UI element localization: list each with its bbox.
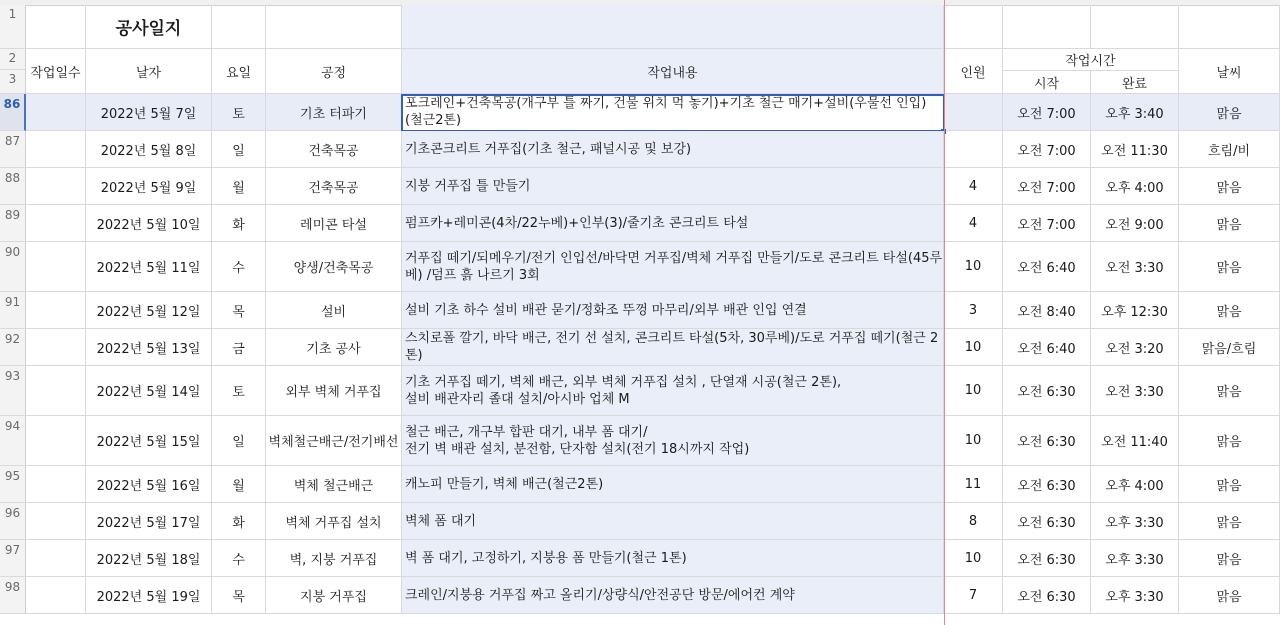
cell-text: 2022년 5월 16일 <box>96 478 201 494</box>
cell-start[interactable] <box>1003 292 1091 329</box>
header-row1-cell[interactable] <box>1091 5 1179 49</box>
cell-end[interactable] <box>1091 94 1179 131</box>
row-header[interactable]: 2 <box>0 49 26 70</box>
row-header[interactable]: 93 <box>0 366 26 416</box>
row-header[interactable]: 3 <box>0 70 26 94</box>
row-header[interactable]: 94 <box>0 416 26 466</box>
cell-end[interactable] <box>1091 366 1179 416</box>
cell-weekday[interactable] <box>212 503 266 540</box>
cell-weather[interactable] <box>1179 503 1280 540</box>
cell-text: 2022년 5월 17일 <box>96 515 201 531</box>
cell-date[interactable] <box>86 242 212 292</box>
cell-text: 2022년 5월 15일 <box>96 435 201 450</box>
cell-process[interactable] <box>266 366 402 416</box>
cell-text: 벽체 거푸집 설치 <box>285 515 382 531</box>
cell-text: 크레인/지붕용 거푸집 짜고 올리기/상량식/안전공단 방문/에어컨 계약 <box>405 587 795 603</box>
cell-text: 오전 3:20 <box>1105 341 1164 357</box>
cell-end[interactable] <box>1091 466 1179 503</box>
cell-process[interactable] <box>266 292 402 329</box>
cell-text: 기초 공사 <box>306 341 361 357</box>
cell-start[interactable] <box>1003 242 1091 292</box>
row-header[interactable]: 97 <box>0 540 26 577</box>
cell-end[interactable] <box>1091 416 1179 466</box>
cell-weekday[interactable] <box>212 168 266 205</box>
cell-text: 맑음 <box>1216 217 1242 233</box>
row-header[interactable]: 95 <box>0 466 26 503</box>
header-row1-cell[interactable] <box>944 5 1003 49</box>
cell-day[interactable] <box>26 242 86 292</box>
cell-workers[interactable] <box>944 205 1003 242</box>
cell-text: 맑음 <box>1216 180 1242 196</box>
row-header[interactable]: 91 <box>0 292 26 329</box>
cell-text: 오전 11:40 <box>1101 435 1168 450</box>
cell-text: 오전 6:30 <box>1017 552 1076 568</box>
cell-process[interactable] <box>266 416 402 466</box>
cell-text: 지붕 거푸집 틀 만들기 <box>405 178 531 194</box>
cell-weather[interactable] <box>1179 168 1280 205</box>
cell-text: 기초콘크리트 거푸집(기초 철근, 패널시공 및 보강) <box>405 141 692 157</box>
cell-text: 건축목공 <box>308 180 359 196</box>
cell-start[interactable] <box>1003 94 1091 131</box>
cell-text: 11 <box>964 476 982 492</box>
cell-process[interactable] <box>266 503 402 540</box>
cell-workers[interactable] <box>944 466 1003 503</box>
cell-text: 흐림/비 <box>1207 143 1251 159</box>
cell-text: 오전 7:00 <box>1017 217 1076 233</box>
cell-workers[interactable] <box>944 416 1003 466</box>
cell-weekday[interactable] <box>212 416 266 466</box>
cell-text: 맑음 <box>1216 552 1242 568</box>
cell-date[interactable] <box>86 416 212 466</box>
cell-text: 화 <box>232 217 245 233</box>
cell-start[interactable] <box>1003 168 1091 205</box>
cell-date[interactable] <box>86 540 212 577</box>
cell-text: 2022년 5월 18일 <box>96 552 201 568</box>
cell-process[interactable] <box>266 205 402 242</box>
sheet-title[interactable]: 공사일지 <box>86 5 212 49</box>
cell-workers[interactable] <box>944 329 1003 366</box>
cell-workers[interactable] <box>944 168 1003 205</box>
active-cell-cursor[interactable] <box>401 94 945 132</box>
cell-text: 2022년 5월 11일 <box>96 261 201 276</box>
cell-content[interactable] <box>402 292 944 329</box>
cell-text: 목 <box>232 304 245 320</box>
cell-text: 맑음/흐림 <box>1201 341 1257 357</box>
row-header[interactable]: 86 <box>0 94 26 131</box>
row-header[interactable]: 92 <box>0 329 26 366</box>
cell-weather[interactable] <box>1179 466 1280 503</box>
cell-workers[interactable] <box>944 366 1003 416</box>
header-row1-cell[interactable] <box>402 5 944 49</box>
cell-weekday[interactable] <box>212 94 266 131</box>
cell-text: 오후 12:30 <box>1101 304 1168 320</box>
cell-text: 오전 6:30 <box>1017 435 1076 450</box>
header-row1-cell[interactable] <box>266 5 402 49</box>
cell-day[interactable] <box>26 205 86 242</box>
cell-start[interactable] <box>1003 577 1091 614</box>
cell-text: 오전 9:00 <box>1105 217 1164 233</box>
cell-weather[interactable] <box>1179 131 1280 168</box>
header-row1-cell[interactable] <box>26 5 86 49</box>
cell-text: 캐노피 만들기, 벽체 배근(철근2톤) <box>405 476 604 492</box>
cell-date[interactable] <box>86 168 212 205</box>
cell-text: 2022년 5월 14일 <box>96 385 201 400</box>
row-header[interactable]: 89 <box>0 205 26 242</box>
cell-start[interactable] <box>1003 131 1091 168</box>
cell-text: 10 <box>964 339 982 355</box>
cell-weekday[interactable] <box>212 577 266 614</box>
cell-text: 오후 3:30 <box>1105 515 1164 531</box>
cell-day[interactable] <box>26 329 86 366</box>
cell-end[interactable] <box>1091 205 1179 242</box>
row-header[interactable]: 1 <box>0 5 26 49</box>
cell-text: 2022년 5월 9일 <box>100 180 197 196</box>
cell-text: 맑음 <box>1216 385 1242 400</box>
cell-text: 맑음 <box>1216 589 1242 605</box>
cell-weekday[interactable] <box>212 205 266 242</box>
cell-text: 벽체 폼 대기 <box>405 513 477 529</box>
cell-text: 맑음 <box>1216 304 1242 320</box>
cell-text: 오전 6:30 <box>1017 589 1076 605</box>
cell-content[interactable] <box>402 131 944 168</box>
cell-end[interactable] <box>1091 577 1179 614</box>
header-row1-cell[interactable] <box>212 5 266 49</box>
cell-weather[interactable] <box>1179 577 1280 614</box>
cell-text: 오전 11:30 <box>1101 143 1168 159</box>
cell-content[interactable] <box>402 205 944 242</box>
cell-text: 레미콘 타설 <box>300 217 367 233</box>
cell-content[interactable] <box>402 242 944 292</box>
cell-text: 2022년 5월 7일 <box>100 106 197 122</box>
cell-text: 목 <box>232 589 245 605</box>
cell-day[interactable] <box>26 168 86 205</box>
cell-content[interactable] <box>402 466 944 503</box>
column-header-work-time[interactable]: 작업시간 <box>1003 49 1179 71</box>
cell-text: 지붕 거푸집 <box>300 589 367 605</box>
column-header-day[interactable]: 작업일수 <box>26 49 86 94</box>
cell-date[interactable] <box>86 503 212 540</box>
cell-day[interactable] <box>26 131 86 168</box>
cell-text: 양생/건축목공 <box>293 261 374 276</box>
cell-day[interactable] <box>26 466 86 503</box>
cell-text: 8 <box>968 513 978 529</box>
cell-day[interactable] <box>26 577 86 614</box>
cell-process[interactable] <box>266 94 402 131</box>
row-header[interactable]: 87 <box>0 131 26 168</box>
cell-weekday[interactable] <box>212 242 266 292</box>
column-header-weekday[interactable]: 요일 <box>212 49 266 94</box>
cell-text: 오전 6:30 <box>1017 515 1076 531</box>
row-header[interactable]: 88 <box>0 168 26 205</box>
cell-workers[interactable] <box>944 292 1003 329</box>
cell-text: 맑음 <box>1216 478 1242 494</box>
cell-start[interactable] <box>1003 205 1091 242</box>
cell-text: 금 <box>232 341 245 357</box>
column-header-date[interactable]: 날자 <box>86 49 212 94</box>
cell-start[interactable] <box>1003 329 1091 366</box>
cell-process[interactable] <box>266 329 402 366</box>
cell-weather[interactable] <box>1179 366 1280 416</box>
cell-weekday[interactable] <box>212 131 266 168</box>
cell-content[interactable] <box>402 577 944 614</box>
cell-text: 4 <box>968 178 978 194</box>
row-header[interactable]: 96 <box>0 503 26 540</box>
cell-weather[interactable] <box>1179 416 1280 466</box>
cell-text: 오후 3:40 <box>1105 106 1164 122</box>
cell-weather[interactable] <box>1179 242 1280 292</box>
cell-workers[interactable] <box>944 540 1003 577</box>
cell-text: 기초 거푸집 떼기, 벽체 배근, 외부 벽체 거푸집 설치 , 단열재 시공(철근 2톤), 설비 배관자리 졸대 설치/아시바 업체 M <box>405 374 842 407</box>
cell-weekday[interactable] <box>212 540 266 577</box>
page-break-line <box>944 0 945 625</box>
cell-text: 2022년 5월 8일 <box>100 143 197 159</box>
cell-end[interactable] <box>1091 292 1179 329</box>
cell-text: 월 <box>232 478 245 494</box>
cell-text: 벽체철근배근/전기배선 <box>268 435 399 450</box>
cell-date[interactable] <box>86 94 212 131</box>
cell-text: 맑음 <box>1216 435 1242 450</box>
cell-content[interactable] <box>402 540 944 577</box>
cell-text: 10 <box>964 259 982 274</box>
cell-end[interactable] <box>1091 242 1179 292</box>
cell-text: 설비 기초 하수 설비 배관 묻기/정화조 뚜껑 마무리/외부 배관 인입 연결 <box>405 302 807 318</box>
cell-start[interactable] <box>1003 416 1091 466</box>
cell-process[interactable] <box>266 131 402 168</box>
cell-date[interactable] <box>86 366 212 416</box>
cell-text: 2022년 5월 13일 <box>96 341 201 357</box>
cell-content[interactable] <box>402 503 944 540</box>
cell-text: 벽, 지붕 거푸집 <box>289 552 378 568</box>
cell-workers[interactable] <box>944 242 1003 292</box>
cell-start[interactable] <box>1003 503 1091 540</box>
cell-text: 오전 3:30 <box>1105 261 1164 276</box>
cell-day[interactable] <box>26 292 86 329</box>
header-row1-cell[interactable] <box>1003 5 1091 49</box>
cell-workers[interactable] <box>944 577 1003 614</box>
cell-text: 월 <box>232 180 245 196</box>
cell-content[interactable] <box>402 168 944 205</box>
column-header-process[interactable]: 공정 <box>266 49 402 94</box>
cell-day[interactable] <box>26 540 86 577</box>
cell-text: 철근 배근, 개구부 합판 대기, 내부 폼 대기/ 전기 벽 배관 설치, 분전함, 단자함 설치(전기 18시까지 작업) <box>405 424 750 457</box>
cell-end[interactable] <box>1091 329 1179 366</box>
cell-weather[interactable] <box>1179 94 1280 131</box>
cell-text: 화 <box>232 515 245 531</box>
cell-weather[interactable] <box>1179 205 1280 242</box>
cell-workers[interactable] <box>944 503 1003 540</box>
cell-text: 3 <box>968 302 978 318</box>
cell-text: 4 <box>968 215 978 231</box>
cell-text: 설비 <box>320 304 347 320</box>
cell-text: 오후 3:30 <box>1105 552 1164 568</box>
cell-text: 오전 3:30 <box>1105 385 1164 400</box>
cell-date[interactable] <box>86 466 212 503</box>
cell-process[interactable] <box>266 466 402 503</box>
cell-end[interactable] <box>1091 168 1179 205</box>
cell-text: 거푸집 떼기/되메우기/전기 인입선/바닥면 거푸집/벽체 거푸집 만들기/도로 콘크리트 타설(45루베) /덤프 흙 나르기 3회 <box>405 250 943 283</box>
cell-day[interactable] <box>26 503 86 540</box>
cell-start[interactable] <box>1003 466 1091 503</box>
cell-text: 토 <box>232 385 245 400</box>
column-header-end[interactable]: 완료 <box>1091 71 1179 94</box>
cell-start[interactable] <box>1003 540 1091 577</box>
cell-text: 오후 3:30 <box>1105 589 1164 605</box>
cell-text: 오전 6:40 <box>1017 341 1076 357</box>
cell-text: 2022년 5월 19일 <box>96 589 201 605</box>
cell-workers[interactable] <box>944 94 1003 131</box>
cell-date[interactable] <box>86 329 212 366</box>
cell-text: 오전 6:40 <box>1017 261 1076 276</box>
cell-text: 벽 폼 대기, 고정하기, 지붕용 폼 만들기(철근 1톤) <box>405 550 687 566</box>
header-row1-cell[interactable] <box>1179 5 1280 49</box>
cell-day[interactable] <box>26 416 86 466</box>
cell-weekday[interactable] <box>212 366 266 416</box>
cell-text: 10 <box>964 550 982 566</box>
column-header-content[interactable]: 작업내용 <box>402 49 944 94</box>
column-header-start[interactable]: 시작 <box>1003 71 1091 94</box>
cell-date[interactable] <box>86 131 212 168</box>
cell-text: 10 <box>964 433 982 448</box>
cell-text: 7 <box>968 587 978 603</box>
cell-weekday[interactable] <box>212 329 266 366</box>
cell-date[interactable] <box>86 577 212 614</box>
cell-text: 오전 7:00 <box>1017 106 1076 122</box>
cell-text: 맑음 <box>1216 261 1242 276</box>
cell-text: 일 <box>232 143 245 159</box>
cell-text: 기초 터파기 <box>300 106 367 122</box>
cell-text: 펌프카+레미콘(4차/22누베)+인부(3)/줄기초 콘크리트 타설 <box>405 215 749 231</box>
cell-text: 수 <box>232 552 245 568</box>
cell-day[interactable] <box>26 94 86 131</box>
cell-text: 오후 4:00 <box>1105 180 1164 196</box>
cell-weather[interactable] <box>1179 329 1280 366</box>
cell-date[interactable] <box>86 205 212 242</box>
cell-text: 맑음 <box>1216 106 1242 122</box>
cell-text: 맑음 <box>1216 515 1242 531</box>
row-header[interactable]: 90 <box>0 242 26 292</box>
column-header-weather[interactable]: 날씨 <box>1179 49 1280 94</box>
cell-text: 오전 8:40 <box>1017 304 1076 320</box>
cell-text: 10 <box>964 383 982 398</box>
cell-text: 벽체 철근배근 <box>293 478 374 494</box>
cell-text: 외부 벽체 거푸집 <box>285 385 382 400</box>
cell-end[interactable] <box>1091 503 1179 540</box>
cell-text: 스치로폴 깔기, 바닥 배근, 전기 선 설치, 콘크리트 타설(5차, 30루베)/도로 거푸집 떼기(철근 2톤) <box>405 331 939 363</box>
cell-start[interactable] <box>1003 366 1091 416</box>
cell-process[interactable] <box>266 577 402 614</box>
cell-date[interactable] <box>86 292 212 329</box>
cell-text: 오전 7:00 <box>1017 143 1076 159</box>
cell-text: 오전 6:30 <box>1017 385 1076 400</box>
cell-text: 오전 7:00 <box>1017 180 1076 196</box>
cell-text: 오후 4:00 <box>1105 478 1164 494</box>
cell-weekday[interactable] <box>212 292 266 329</box>
cell-text: 오전 6:30 <box>1017 478 1076 494</box>
cell-content[interactable] <box>402 416 944 466</box>
cell-weekday[interactable] <box>212 466 266 503</box>
cell-workers[interactable] <box>944 131 1003 168</box>
row-header[interactable]: 98 <box>0 577 26 614</box>
cell-content[interactable] <box>402 366 944 416</box>
cell-weather[interactable] <box>1179 292 1280 329</box>
cell-text: 2022년 5월 12일 <box>96 304 201 320</box>
cell-day[interactable] <box>26 366 86 416</box>
cell-text: 2022년 5월 10일 <box>96 217 201 233</box>
column-header-workers[interactable]: 인원 <box>944 49 1003 94</box>
cell-text: 포크레인+건축목공(개구부 틀 짜기, 건물 위치 먹 놓기)+기초 철근 매기+설비(우물선 인입)(철근2톤) <box>405 96 927 128</box>
cell-process[interactable] <box>266 168 402 205</box>
cell-process[interactable] <box>266 242 402 292</box>
cell-text: 일 <box>232 435 245 450</box>
cell-process[interactable] <box>266 540 402 577</box>
cell-text: 건축목공 <box>308 143 359 159</box>
cell-text: 토 <box>232 106 245 122</box>
cell-text: 수 <box>232 261 245 276</box>
cell-end[interactable] <box>1091 131 1179 168</box>
cell-weather[interactable] <box>1179 540 1280 577</box>
cell-end[interactable] <box>1091 540 1179 577</box>
cell-content[interactable] <box>402 329 944 366</box>
